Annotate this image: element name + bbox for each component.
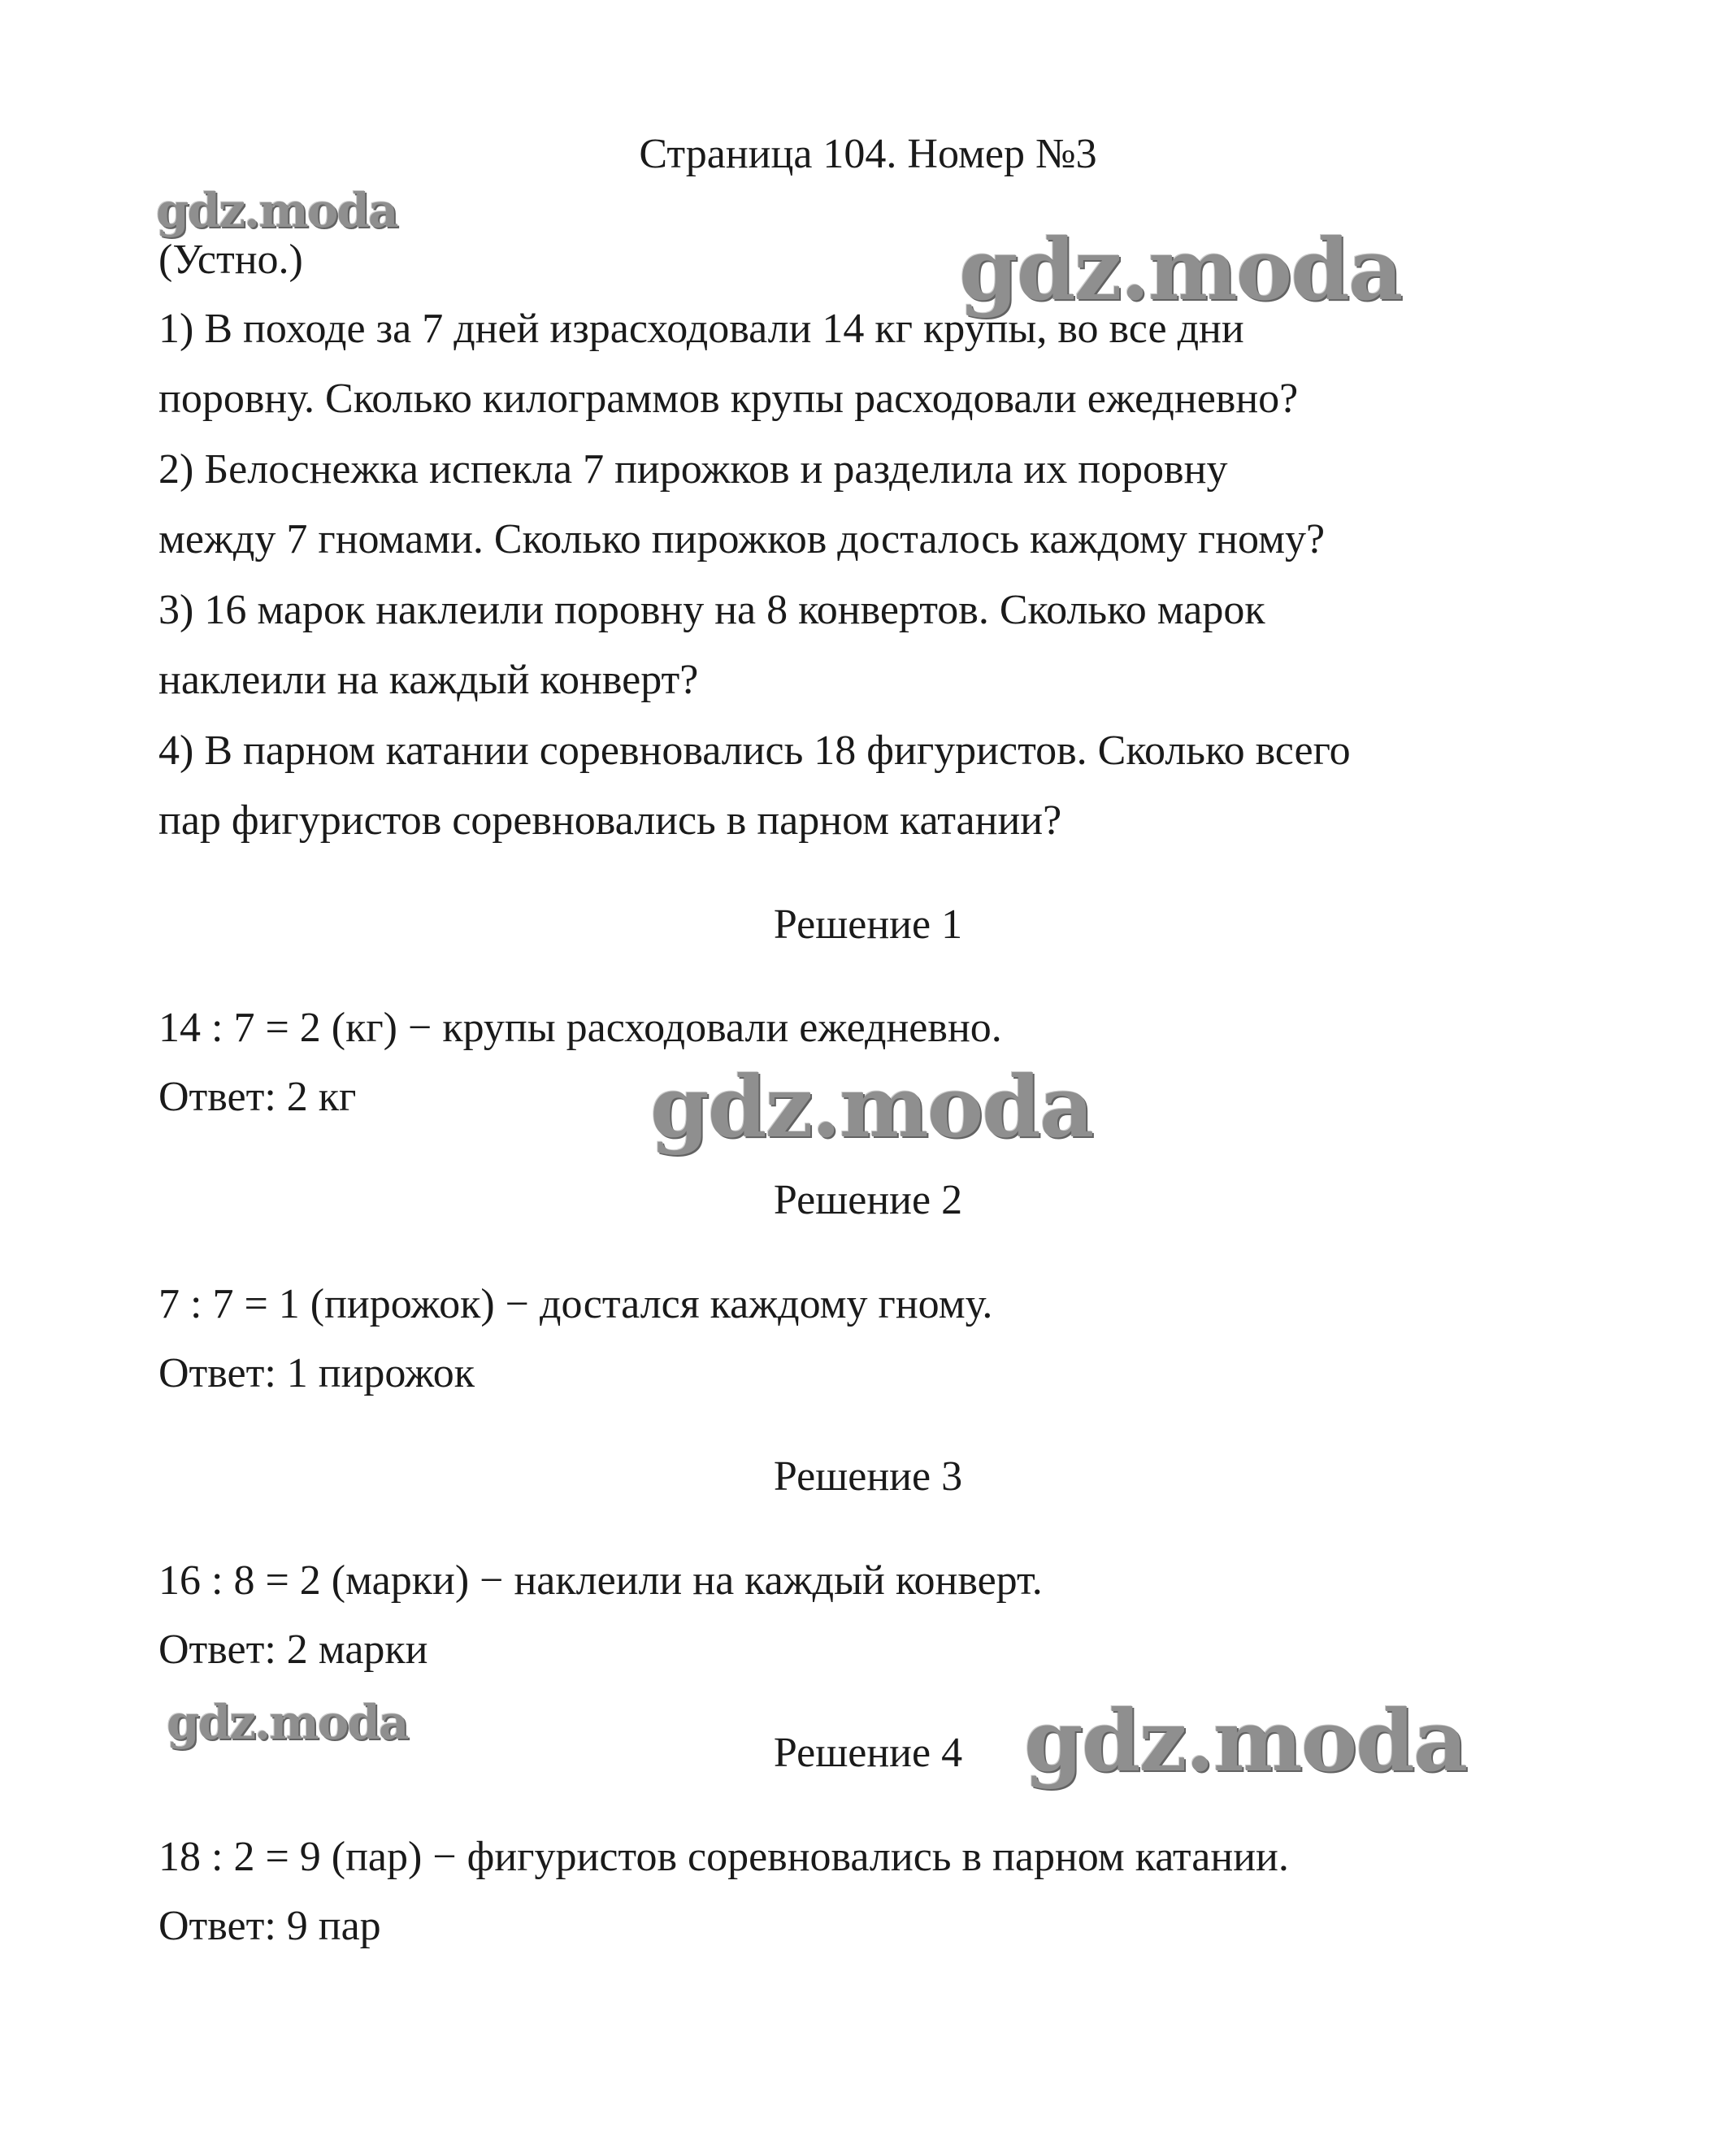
solution-answer: Ответ: 2 кг xyxy=(158,1074,357,1120)
watermark-logo: gdz.moda xyxy=(959,219,1402,319)
watermark-logo: gdz.moda xyxy=(156,183,397,238)
watermark-logo: gdz.moda xyxy=(167,1695,408,1750)
task-line: поровну. Сколько килограммов крупы расходовали ежедневно? xyxy=(158,376,1299,422)
page-title: Страница 104. Номер №3 xyxy=(639,131,1097,177)
task-line: между 7 гномами. Сколько пирожков досталось каждому гному? xyxy=(158,516,1326,562)
watermark-logo: gdz.moda xyxy=(1024,1691,1467,1791)
task-line: 3) 16 марок наклеили поровну на 8 конвертов. Сколько марок xyxy=(158,587,1265,633)
watermark-logo: gdz.moda xyxy=(650,1057,1093,1157)
solution-expression: 14 : 7 = 2 (кг) − крупы расходовали ежедневно. xyxy=(158,1005,1002,1051)
solution-heading: Решение 4 xyxy=(773,1730,963,1776)
solution-expression: 16 : 8 = 2 (марки) − наклеили на каждый конверт. xyxy=(158,1557,1043,1604)
solution-expression: 18 : 2 = 9 (пар) − фигуристов соревновались в парном катании. xyxy=(158,1834,1289,1880)
solution-expression: 7 : 7 = 1 (пирожок) − достался каждому гному. xyxy=(158,1281,993,1327)
task-line: наклеили на каждый конверт? xyxy=(158,657,699,703)
task-line: 4) В парном катании соревновались 18 фигуристов. Сколько всего xyxy=(158,727,1351,774)
solution-heading: Решение 1 xyxy=(773,901,963,948)
solution-answer: Ответ: 9 пар xyxy=(158,1903,381,1949)
solution-heading: Решение 2 xyxy=(773,1177,963,1223)
task-note: (Устно.) xyxy=(158,237,303,283)
task-line: 2) Белоснежка испекла 7 пирожков и разделила их поровну xyxy=(158,446,1228,493)
solution-heading: Решение 3 xyxy=(773,1453,963,1500)
task-line: пар фигуристов соревновались в парном катании? xyxy=(158,797,1062,844)
solution-answer: Ответ: 2 марки xyxy=(158,1626,428,1673)
task-line: 1) В походе за 7 дней израсходовали 14 кг крупы, во все дни xyxy=(158,306,1244,352)
solution-answer: Ответ: 1 пирожок xyxy=(158,1350,475,1396)
